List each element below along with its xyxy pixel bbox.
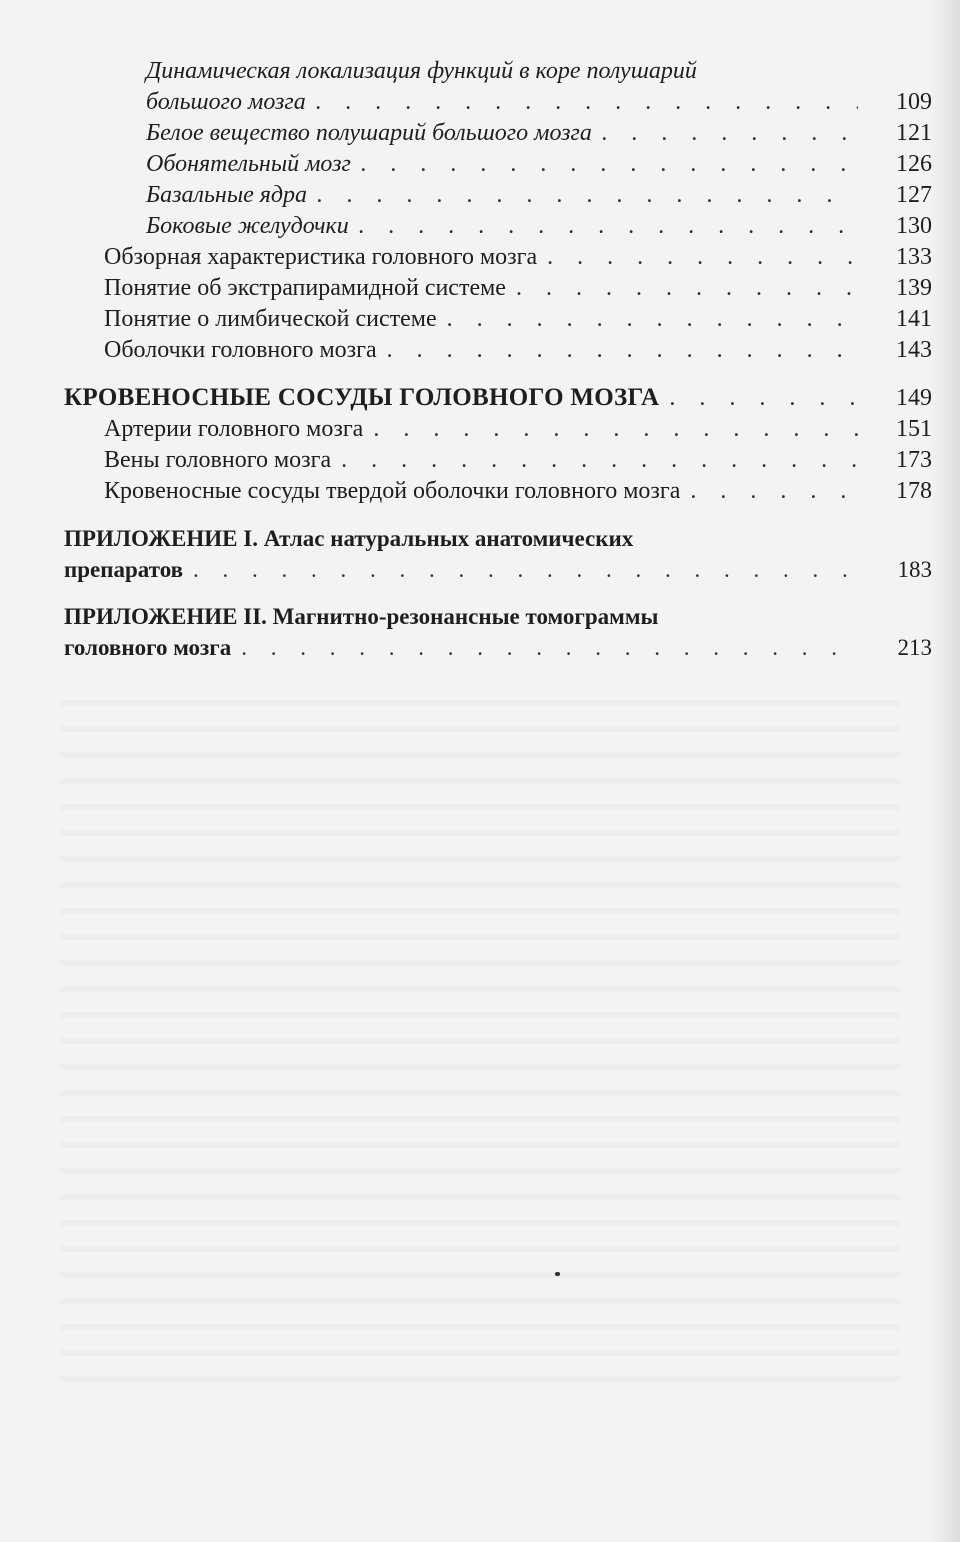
toc-entry-text: Понятие о лимбической системе xyxy=(104,306,437,332)
leader-dots xyxy=(341,445,858,476)
toc-page-number: 133 xyxy=(896,244,932,270)
leader-dots xyxy=(669,383,858,414)
toc-entry-text: Базальные ядра xyxy=(146,182,308,208)
toc-entry xyxy=(0,180,960,211)
toc-entry-text: большого мозга xyxy=(146,89,306,115)
toc-page-number: 121 xyxy=(896,120,932,146)
toc-entry-text: Обзорная характеристика головного мозга xyxy=(104,244,538,270)
leader-dots xyxy=(316,87,858,118)
leader-dots xyxy=(516,273,858,304)
toc-appendix-title: препаратов xyxy=(64,557,184,582)
toc-page-number: 149 xyxy=(896,385,932,411)
toc-entry xyxy=(0,476,960,507)
leader-dots xyxy=(447,304,858,335)
toc-entry xyxy=(0,242,960,273)
toc-appendix xyxy=(0,601,960,663)
show-through-text-background xyxy=(60,680,900,1400)
toc-entry-text: Боковые желудочки xyxy=(146,213,349,239)
toc-entry-text: Белое вещество полушарий большого мозга xyxy=(146,120,592,146)
toc-entry xyxy=(0,273,960,304)
toc-page-number: 151 xyxy=(896,416,932,442)
toc-entry xyxy=(0,118,960,149)
table-of-contents xyxy=(0,56,960,663)
toc-page-number: 141 xyxy=(896,306,932,332)
toc-entry xyxy=(0,414,960,445)
toc-entry xyxy=(0,304,960,335)
toc-page-number: 139 xyxy=(896,275,932,301)
toc-page-number: 143 xyxy=(896,337,932,363)
leader-dots xyxy=(373,414,858,445)
leader-dots xyxy=(387,335,858,366)
toc-chapter xyxy=(0,382,960,414)
toc-appendix-title: ПРИЛОЖЕНИЕ II. Магнитно-резонансные томограммы xyxy=(64,604,659,629)
toc-entry-text: Обонятельный мозг xyxy=(146,151,351,177)
toc-page-number: 183 xyxy=(897,557,932,582)
leader-dots xyxy=(602,118,858,149)
toc-entry xyxy=(0,149,960,180)
leader-dots xyxy=(547,242,858,273)
toc-entry xyxy=(0,335,960,366)
toc-entry xyxy=(0,56,960,118)
toc-page-number: 173 xyxy=(896,447,932,473)
toc-page-number: 130 xyxy=(896,213,932,239)
leader-dots xyxy=(359,211,858,242)
toc-page-number: 213 xyxy=(897,635,932,660)
toc-entry xyxy=(0,211,960,242)
toc-entry-text: Кровеносные сосуды твердой оболочки головного мозга xyxy=(104,478,681,504)
toc-page-number: 127 xyxy=(896,182,932,208)
toc-entry-text: Вены головного мозга xyxy=(104,447,332,473)
leader-dots xyxy=(193,554,858,585)
toc-entry-text: Понятие об экстрапирамидной системе xyxy=(104,275,506,301)
toc-entry-text: Оболочки головного мозга xyxy=(104,337,377,363)
printed-dot-mark xyxy=(555,1272,560,1276)
toc-entry xyxy=(0,445,960,476)
leader-dots xyxy=(317,180,858,211)
toc-entry-text: Артерии головного мозга xyxy=(104,416,364,442)
toc-appendix xyxy=(0,523,960,585)
toc-page-number: 109 xyxy=(896,89,932,115)
toc-appendix-title: ПРИЛОЖЕНИЕ I. Атлас натуральных анатомических xyxy=(64,526,634,551)
leader-dots xyxy=(361,149,858,180)
toc-appendix-title: головного мозга xyxy=(64,635,232,660)
toc-chapter-title: КРОВЕНОСНЫЕ СОСУДЫ ГОЛОВНОГО МОЗГА xyxy=(64,384,660,411)
leader-dots xyxy=(241,632,858,663)
toc-entry-text: Динамическая локализация функций в коре полушарий xyxy=(146,58,697,84)
toc-page-number: 126 xyxy=(896,151,932,177)
toc-page-number: 178 xyxy=(896,478,932,504)
leader-dots xyxy=(690,476,858,507)
